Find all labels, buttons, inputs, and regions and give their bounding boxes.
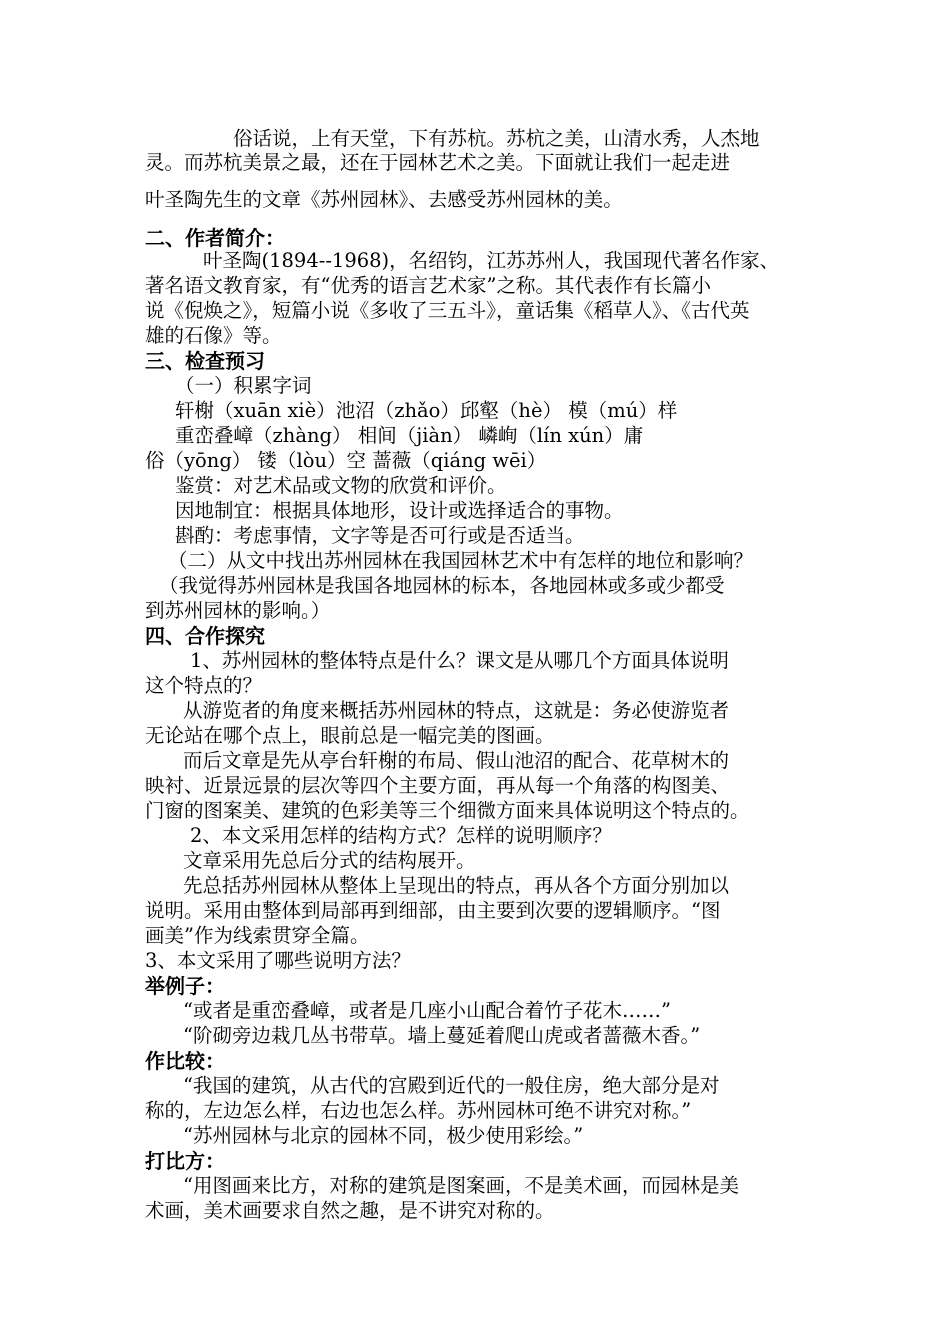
comparison-quote-1-line-1: “我国的建筑，从古代的宫殿到近代的一般住房，绝大部分是对 [183,1074,720,1097]
method-label-comparison: 作比较： [145,1049,225,1073]
question-2: 2、本文采用怎样的结构方式？怎样的说明顺序？ [190,824,612,847]
question-3: 3、本文采用了哪些说明方法？ [145,949,411,972]
answer-1a-line-1: 从游览者的角度来概括苏州园林的特点，这就是：务必使游览者 [183,699,730,722]
method-label-analogy: 打比方： [145,1149,225,1173]
author-line-3: 说《倪焕之》，短篇小说《多收了三五斗》，童话集《稻草人》、《古代英 [145,299,750,322]
question-status: （二）从文中找出苏州园林在我国园林艺术中有怎样的地位和影响？ [168,549,754,572]
example-quote-2: “阶砌旁边栽几丛书带草。墙上蔓延着爬山虎或者蔷薇木香。” [183,1024,701,1047]
definition-yindizhiyi: 因地制宜：根据具体地形，设计或选择适合的事物。 [175,499,624,522]
definition-jianshang: 鉴赏：对艺术品或文物的欣赏和评价。 [175,474,507,497]
section-heading-explore: 四、合作探究 [145,624,265,648]
definition-zhenzhuo: 斟酌：考虑事情，文字等是否可行或是否适当。 [175,524,585,547]
answer-status-line-1: （我觉得苏州园林是我国各地园林的标本，各地园林或多或少都受 [159,574,725,597]
method-label-example: 举例子： [145,974,225,998]
intro-line-3: 叶圣陶先生的文章《苏州园林》、去感受苏州园林的美。 [145,188,623,211]
author-line-2: 著名语文教育家，有“优秀的语言艺术家”之称。其代表作有长篇小 [145,274,711,297]
question-1-line-1: 1、苏州园林的整体特点是什么？课文是从哪几个方面具体说明 [190,649,729,672]
answer-2a: 文章采用先总后分式的结构展开。 [183,849,476,872]
comparison-quote-1-line-2: 称的，左边怎么样，右边也怎么样。苏州园林可绝不讲究对称。” [145,1099,692,1122]
question-1-line-2: 这个特点的？ [145,674,263,697]
comparison-quote-2: “苏州园林与北京的园林不同，极少使用彩绘。” [183,1124,584,1147]
answer-2b-line-3: 画美”作为线索贯穿全篇。 [145,924,370,947]
author-line-4: 雄的石像》等。 [145,324,282,347]
answer-1b-line-2: 映衬、近景远景的层次等四个主要方面，再从每一个角落的构图美、 [145,774,731,797]
answer-2b-line-2: 说明。采用由整体到局部再到细部，由主要到次要的逻辑顺序。“图 [145,899,721,922]
answer-1b-line-3: 门窗的图案美、建筑的色彩美等三个细微方面来具体说明这个特点的。 [145,799,750,822]
section-heading-author: 二、作者简介： [145,226,285,250]
answer-status-line-2: 到苏州园林的影响。） [145,599,331,622]
analogy-quote-line-1: “用图画来比方，对称的建筑是图案画，不是美术画，而园林是美 [183,1174,739,1197]
section-heading-preview: 三、检查预习 [145,349,265,373]
intro-line-2: 灵。而苏杭美景之最，还在于园林艺术之美。下面就让我们一起走进 [145,151,731,174]
answer-1a-line-2: 无论站在哪个点上，眼前总是一幅完美的图画。 [145,724,555,747]
vocab-line-2: 重峦叠嶂（zhàng） 相间（jiàn） 嶙峋（lín xún）庸 [175,424,644,447]
subheading-vocab: （一）积累字词 [175,374,312,397]
vocab-line-1: 轩榭（xuān xiè）池沼（zhǎo）邱壑（hè） 模（mú）样 [175,399,678,422]
example-quote-1: “或者是重峦叠嶂，或者是几座小山配合着竹子花木……” [183,999,671,1022]
vocab-line-3: 俗（yōng） 镂（lòu）空 蔷薇（qiáng wēi） [145,449,547,472]
answer-1b-line-1: 而后文章是先从亭台轩榭的布局、假山池沼的配合、花草树木的 [183,749,730,772]
answer-2b-line-1: 先总括苏州园林从整体上呈现出的特点，再从各个方面分别加以 [183,874,730,897]
author-line-1: 叶圣陶(1894--1968)，名绍钧，江苏苏州人，我国现代著名作家、 [203,249,780,272]
analogy-quote-line-2: 术画，美术画要求自然之趣，是不讲究对称的。 [145,1199,555,1222]
intro-line-1: 俗话说，上有天堂，下有苏杭。苏杭之美，山清水秀，人杰地 [233,127,760,150]
